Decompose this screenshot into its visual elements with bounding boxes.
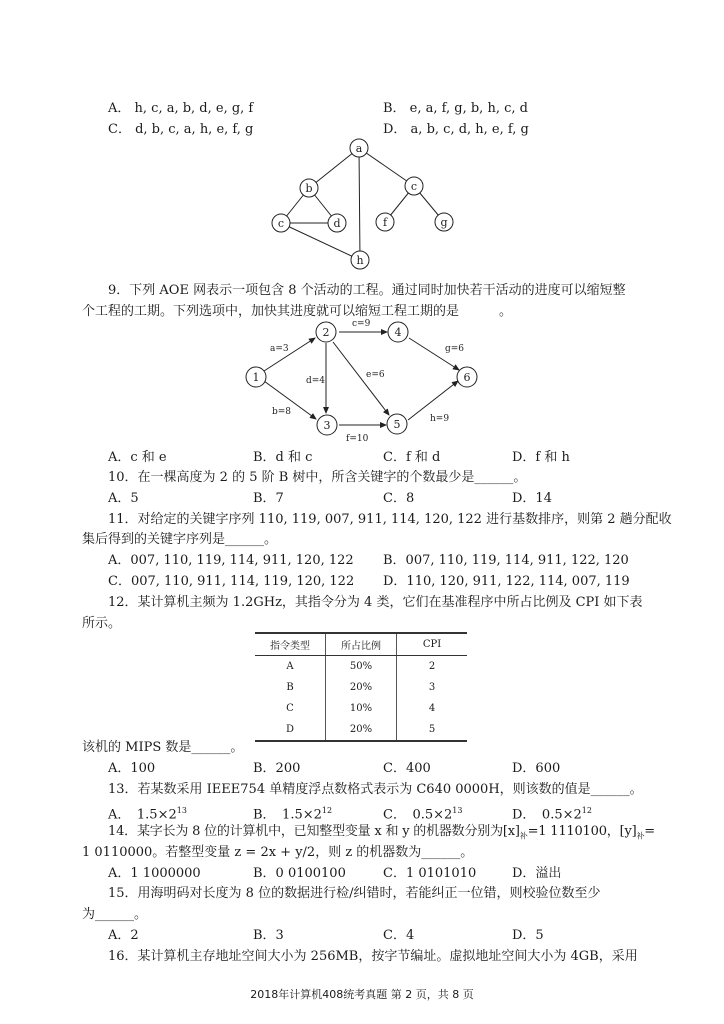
q11-option-a: A．007, 110, 119, 114, 911, 120, 122 bbox=[108, 553, 354, 568]
q14-option-a: A．1 1000000 bbox=[108, 866, 201, 881]
aoe-label-6: 6 bbox=[463, 371, 471, 384]
tree-label-c-left: c bbox=[277, 217, 285, 230]
table-cell: C bbox=[286, 703, 294, 714]
page-footer: 2018年计算机408统考真题 第 2 页，共 8 页 bbox=[250, 988, 474, 1001]
table-cell: B bbox=[286, 682, 294, 693]
table-row bbox=[255, 698, 467, 719]
q12-option-d: D．600 bbox=[512, 761, 561, 776]
q10-option-c: C．8 bbox=[383, 491, 415, 506]
q14-option-c: C．1 0101010 bbox=[383, 866, 477, 881]
q14-stem-line2: 1 0110000。若整型变量 z = 2x + y/2，则 z 的机器数为______。 bbox=[82, 845, 474, 860]
q14-line1-c: = bbox=[644, 824, 655, 839]
q11-option-b: B．007, 110, 119, 114, 911, 122, 120 bbox=[383, 553, 629, 568]
table-cell: 20% bbox=[326, 677, 397, 698]
table-cell: 2 bbox=[397, 656, 468, 678]
tree-label-c-right: c bbox=[410, 180, 418, 193]
q13-option-d-text: D． 0.5×2 bbox=[512, 807, 582, 823]
q14-line1-b: =1 1110100，[y] bbox=[527, 824, 637, 839]
tree-label-b: b bbox=[305, 182, 313, 195]
aoe-label-1: 1 bbox=[252, 371, 260, 384]
prev-option-d: D． a, b, c, d, h, e, f, g bbox=[383, 122, 529, 137]
q9-option-c: C．f 和 d bbox=[383, 450, 441, 465]
aoe-edge-b: b=8 bbox=[272, 407, 292, 417]
q15-option-a: A．2 bbox=[108, 928, 139, 943]
q10-option-d: D．14 bbox=[512, 491, 552, 506]
table-cell: 5 bbox=[397, 719, 468, 741]
q12-stem-line2: 所示。 bbox=[82, 616, 122, 631]
aoe-edge-f: f=10 bbox=[346, 434, 369, 444]
q13-option-d-exp: 12 bbox=[581, 806, 592, 815]
tree-label-h: h bbox=[356, 254, 364, 267]
q14-stem-line1 bbox=[108, 824, 655, 845]
table-row bbox=[255, 656, 467, 678]
q13-option-a-text: A． 1.5×2 bbox=[108, 807, 177, 823]
q10-option-b: B．7 bbox=[253, 491, 284, 506]
q12-stem-line1: 12．某计算机主频为 1.2GHz，其指令分为 4 类，它们在基准程序中所占比例及 CPI 如下表 bbox=[108, 595, 643, 610]
tree-label-d: d bbox=[333, 217, 341, 230]
tree-label-g: g bbox=[440, 216, 448, 229]
table-cell: D bbox=[255, 719, 326, 741]
q9-stem-line1: 9．下列 AOE 网表示一项包含 8 个活动的工程。通过同时加快若干活动的进度可以缩短整 bbox=[108, 283, 626, 298]
q13-option-b-text: B． 1.5×2 bbox=[253, 807, 322, 823]
q13-option-c-text: C． 0.5×2 bbox=[383, 807, 453, 823]
q13-stem: 13．若某数采用 IEEE754 单精度浮点数格式表示为 C640 0000H，则该数的值是______。 bbox=[108, 782, 643, 797]
q9-option-b: B．d 和 c bbox=[253, 450, 313, 465]
aoe-edge-a: a=3 bbox=[270, 344, 289, 354]
q13-option-d bbox=[512, 803, 592, 823]
q13-option-a-exp: 13 bbox=[176, 806, 187, 815]
q15-stem-line1: 15．用海明码对长度为 8 位的数据进行检/纠错时，若能纠正一位错，则校验位数至少 bbox=[108, 886, 601, 901]
q15-option-b: B．3 bbox=[253, 928, 284, 943]
table-cell: 20% bbox=[326, 719, 397, 741]
q13-option-b-exp: 12 bbox=[321, 806, 333, 815]
aoe-edge-d: d=4 bbox=[306, 376, 326, 386]
q14-line1-sub: 补 bbox=[519, 831, 528, 841]
q9-stem-line2 bbox=[82, 304, 512, 320]
aoe-edge-e: e=6 bbox=[366, 370, 385, 380]
q14-line1-sub2: 补 bbox=[636, 831, 645, 841]
q11-stem-line2: 集后得到的关键字序列是______。 bbox=[82, 532, 278, 547]
q12-after: 该机的 MIPS 数是______。 bbox=[82, 740, 244, 755]
q15-option-c: C．4 bbox=[383, 928, 415, 943]
q12-option-a: A．100 bbox=[108, 761, 156, 776]
q13-option-c bbox=[383, 803, 462, 823]
table-cell: 50% bbox=[326, 656, 397, 678]
table-header-row bbox=[255, 633, 467, 656]
q9-option-a: A．c 和 e bbox=[108, 450, 167, 465]
table-cell: A bbox=[286, 661, 294, 672]
aoe-edge-c: c=9 bbox=[352, 319, 371, 329]
q14-option-d: D．溢出 bbox=[512, 866, 562, 881]
prev-option-c: C． d, b, c, a, h, e, f, g bbox=[108, 122, 254, 137]
prev-option-a: A． h, c, a, b, d, e, g, f bbox=[108, 101, 254, 116]
aoe-edge-g: g=6 bbox=[445, 344, 465, 354]
q12-option-c: C．400 bbox=[383, 761, 431, 776]
q14-line1-a: 14．某字长为 8 位的计算机中，已知整型变量 x 和 y 的机器数分别为[x] bbox=[108, 824, 520, 839]
q10-option-a: A．5 bbox=[108, 491, 139, 506]
table-cell: 3 bbox=[397, 677, 468, 698]
cpi-table bbox=[255, 632, 467, 742]
table-header: 所占比例 bbox=[326, 633, 397, 656]
q14-option-b: B．0 0100100 bbox=[253, 866, 346, 881]
q11-stem-line1: 11．对给定的关键字序列 110, 119, 007, 911, 114, 120, 122 进行基数排序，则第 2 趟分配收 bbox=[108, 512, 672, 527]
aoe-label-3: 3 bbox=[323, 419, 331, 432]
q12-option-b: B．200 bbox=[253, 761, 301, 776]
aoe-label-5: 5 bbox=[393, 418, 401, 431]
tree-label-f: f bbox=[382, 216, 388, 229]
q13-option-a bbox=[108, 803, 187, 823]
q11-option-d: D．110, 120, 911, 122, 114, 007, 119 bbox=[383, 574, 630, 589]
q10-stem: 10．在一棵高度为 2 的 5 阶 B 树中，所含关键字的个数最少是______。 bbox=[108, 470, 527, 485]
q15-stem-line2: 为______。 bbox=[82, 907, 148, 922]
aoe-label-2: 2 bbox=[322, 326, 330, 339]
table-cell: 4 bbox=[397, 698, 468, 719]
q9-option-d: D．f 和 h bbox=[512, 450, 570, 465]
table-row bbox=[255, 677, 467, 698]
q13-option-b bbox=[253, 803, 332, 823]
q16-stem-line1: 16．某计算机主存地址空间大小为 256MB，按字节编址。虚拟地址空间大小为 4GB，采用 bbox=[108, 949, 638, 964]
prev-option-b: B． e, a, f, g, b, h, c, d bbox=[383, 101, 528, 116]
table-header: CPI bbox=[397, 633, 468, 656]
q13-option-c-exp: 13 bbox=[452, 806, 463, 815]
q9-stem-end: 。 bbox=[499, 304, 513, 319]
tree-label-a: a bbox=[355, 142, 363, 155]
table-header: 指令类型 bbox=[255, 633, 326, 656]
aoe-edge-h: h=9 bbox=[430, 414, 450, 424]
table-cell: 10% bbox=[326, 698, 397, 719]
q9-stem-text: 个工程的工期。下列选项中，加快其进度就可以缩短工程工期的是 bbox=[82, 304, 460, 319]
q15-option-d: D．5 bbox=[512, 928, 544, 943]
q11-option-c: C．007, 110, 911, 114, 119, 120, 122 bbox=[108, 574, 355, 589]
table-row bbox=[255, 719, 467, 741]
aoe-label-4: 4 bbox=[394, 326, 402, 339]
